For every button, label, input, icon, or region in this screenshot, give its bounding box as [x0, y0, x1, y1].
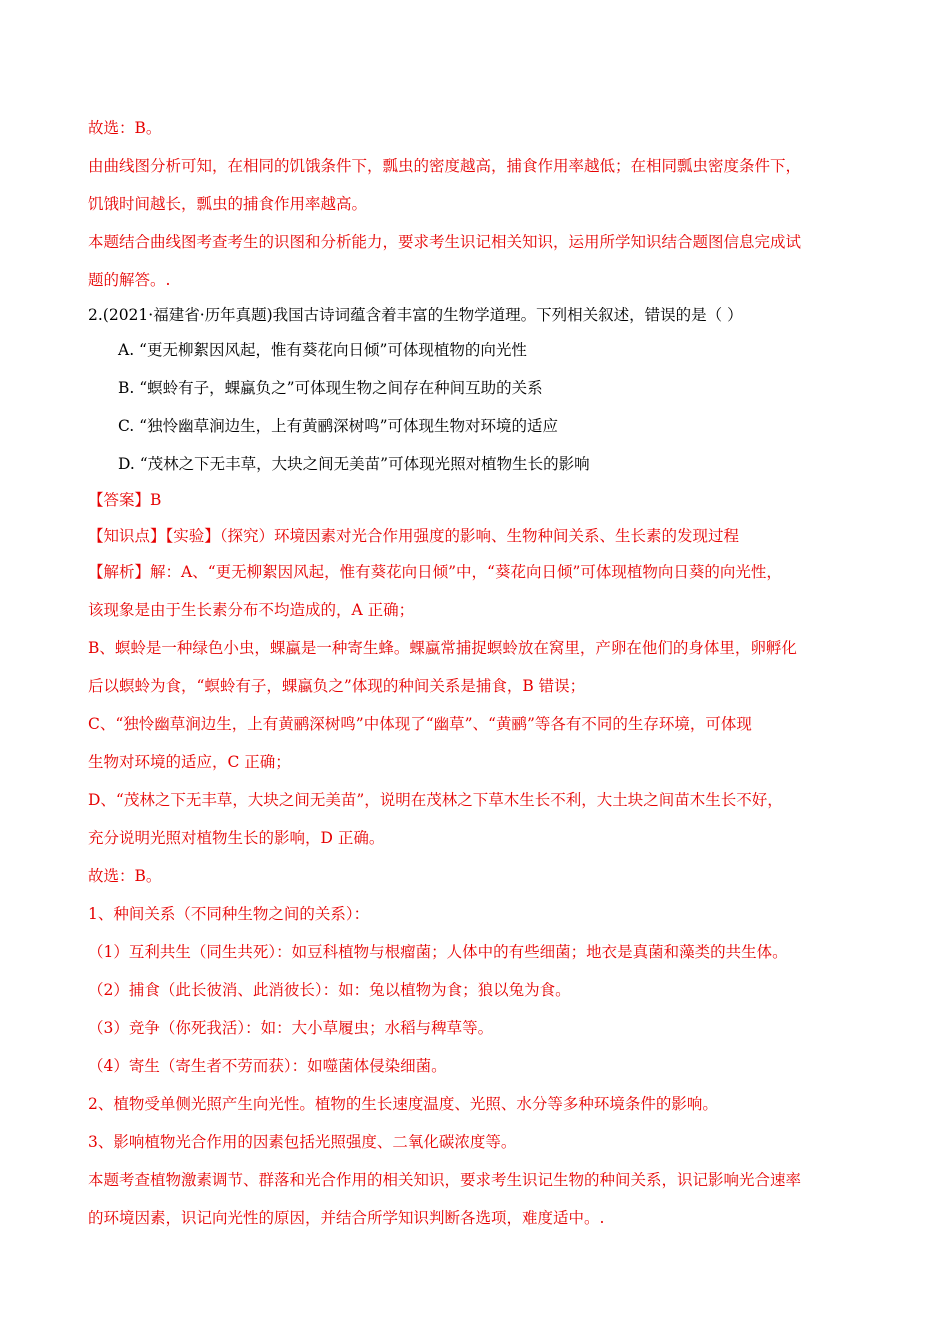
explanation-line-7: D、“茂林之下无丰草，大块之间无美苗”，说明在茂林之下草木生长不利，大土块之间苗木生长不好，	[88, 791, 783, 809]
explanation-line-8: 充分说明光照对植物生长的影响，D 正确。	[88, 829, 385, 847]
note-1-1: （1）互利共生（同生共死）：如豆科植物与根瘤菌；人体中的有些细菌；地衣是真菌和藻类的共生体。	[88, 943, 788, 961]
note-1: 1、种间关系（不同种生物之间的关系）：	[88, 905, 370, 923]
option-c: C. “独怜幽草涧边生，上有黄鹂深树鸣”可体现生物对环境的适应	[118, 417, 559, 435]
explanation-line-3: B、螟蛉是一种绿色小虫，蜾蠃是一种寄生蜂。蜾蠃常捕捉螟蛉放在窝里，产卵在他们的身体里，卵孵化	[88, 639, 797, 657]
upper-comment-line-1: 本题结合曲线图考查考生的识图和分析能力，要求考生识记相关知识，运用所学知识结合题图信息完成试	[88, 233, 802, 251]
final-comment-line-1: 本题考查植物激素调节、群落和光合作用的相关知识，要求考生识记生物的种间关系，识记影响光合速率	[88, 1171, 802, 1189]
note-2: 2、植物受单侧光照产生向光性。植物的生长速度温度、光照、水分等多种环境条件的影响。	[88, 1095, 718, 1113]
note-1-2: （2）捕食（此长彼消、此消彼长）：如：兔以植物为食；狼以兔为食。	[88, 981, 571, 999]
knowledge-points: 【知识点】【实验】（探究）环境因素对光合作用强度的影响、生物种间关系、生长素的发现过程	[88, 527, 740, 545]
note-3: 3、影响植物光合作用的因素包括光照强度、二氧化碳浓度等。	[88, 1133, 517, 1151]
note-1-3: （3）竞争（你死我活）：如：大小草履虫；水稻与稗草等。	[88, 1019, 494, 1037]
explanation-line-2: 该现象是由于生长素分布不均造成的，A 正确；	[88, 601, 415, 619]
explanation-line-6: 生物对环境的适应，C 正确；	[88, 753, 291, 771]
option-d: D. “茂林之下无丰草，大块之间无美苗”可体现光照对植物生长的影响	[118, 455, 590, 473]
explanation-line-5: C、“独怜幽草涧边生，上有黄鹂深树鸣”中体现了“幽草”、“黄鹂”等各有不同的生存环境，可体现	[88, 715, 752, 733]
upper-analysis-line-2: 饥饿时间越长，瓢虫的捕食作用率越高。	[88, 195, 368, 213]
upper-choose: 故选：B。	[88, 119, 162, 137]
final-comment-line-2: 的环境因素，识记向光性的原因，并结合所学知识判断各选项，难度适中。.	[88, 1209, 605, 1227]
option-a: A. “更无柳絮因风起，惟有葵花向日倾”可体现植物的向光性	[118, 341, 527, 359]
note-1-4: （4）寄生（寄生者不劳而获）：如噬菌体侵染细菌。	[88, 1057, 447, 1075]
upper-comment-line-2: 题的解答。.	[88, 271, 171, 289]
answer-label: 【答案】B	[88, 491, 162, 509]
option-b: B. “螟蛉有子，蜾蠃负之”可体现生物之间存在种间互助的关系	[118, 379, 543, 397]
answer-choose: 故选：B。	[88, 867, 162, 885]
explanation-line-4: 后以螟蛉为食，“螟蛉有子，蜾蠃负之”体现的种间关系是捕食，B 错误；	[88, 677, 586, 695]
upper-analysis-line-1: 由曲线图分析可知，在相同的饥饿条件下，瓢虫的密度越高，捕食作用率越低；在相同瓢虫密度条件下，	[88, 157, 802, 175]
explanation-line-1: 【解析】解：A、“更无柳絮因风起，惟有葵花向日倾”中，“葵花向日倾”可体现植物向日葵的向光性，	[88, 563, 782, 581]
question-stem: 2.(2021·福建省·历年真题)我国古诗词蕴含着丰富的生物学道理。下列相关叙述，错误的是（ ）	[88, 306, 743, 324]
